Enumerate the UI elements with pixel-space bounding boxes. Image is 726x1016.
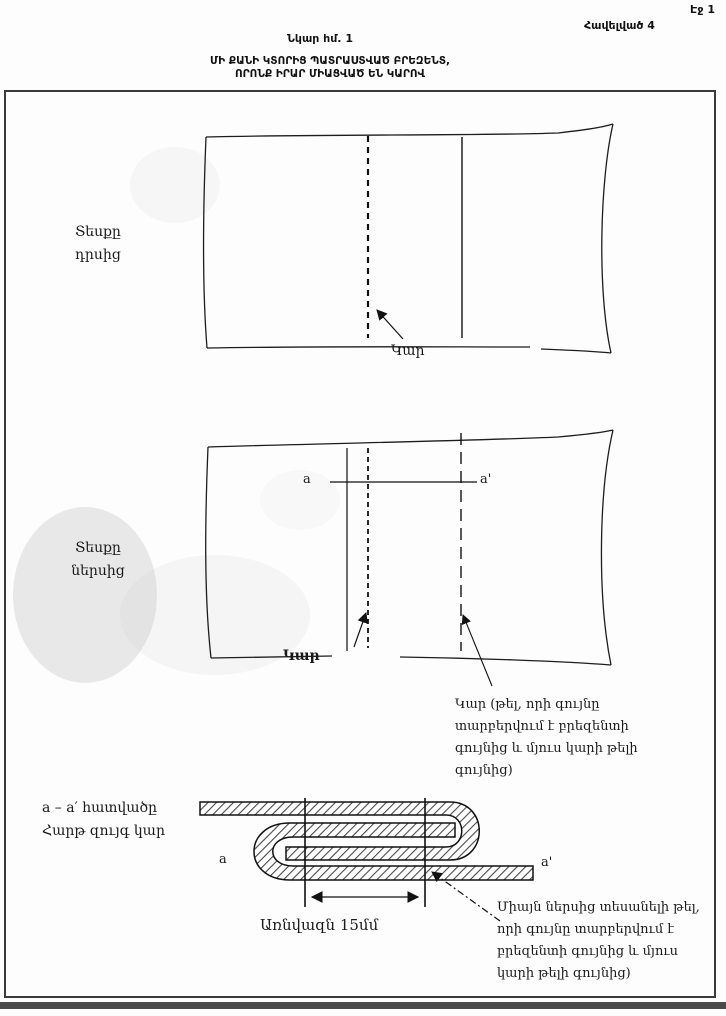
annex-label: Հավելված 4 <box>584 19 655 32</box>
seam-pointer-arrow-inside <box>354 613 366 647</box>
figure-caption: Նկար հմ. 1 <box>287 32 353 45</box>
seam-pointer-arrow-outside <box>377 310 403 339</box>
seam-note-line1: Կար (թել, որի գույնը <box>455 697 600 712</box>
dimension-label-15mm: Առնվազն 15մմ <box>260 916 379 934</box>
seam-note-line4: գույնից) <box>455 763 513 778</box>
view-outside-label-line1: Տեսքը <box>75 224 121 240</box>
thread-note-line2: որի գույնը տարբերվում է <box>497 922 675 937</box>
panel-outline-outside <box>204 124 614 353</box>
document-title-line2: ՈՐՈՆՔ ԻՐԱՐ ՄԻԱՑՎԱԾ ԵՆ ԿԱՐՈՎ <box>234 68 426 80</box>
marker-a-prime-inside: a' <box>480 472 492 487</box>
seam-label-outside: Կար <box>391 343 425 359</box>
section-label-line2: Հարթ զույգ կար <box>42 823 165 839</box>
thread-note-line1: Միայն ներսից տեսանելի թել, <box>497 900 700 915</box>
marker-a-prime-section: a' <box>541 855 553 870</box>
seam-note-line3: գույնից և մյուս կարի թելի <box>455 741 638 756</box>
section-cross-section <box>200 802 533 880</box>
view-inside-label-line1: Տեսքը <box>75 540 121 556</box>
view-inside-label-line2: ներսից <box>71 563 125 579</box>
marker-a-section: a <box>219 852 227 867</box>
page-number: Էջ 1 <box>690 3 715 16</box>
view-outside-label-line2: դրսից <box>75 247 121 263</box>
thread-pointer-arrow-inside <box>463 615 492 686</box>
seam-note-line2: տարբերվում է բրեզենտի <box>455 719 629 734</box>
seam-label-inside: Կար <box>283 648 320 664</box>
thread-note-line3: բրեզենտի գույնից և մյուս <box>497 944 679 959</box>
marker-a-inside: a <box>303 472 311 487</box>
section-label-line1: a – a′ հատվածը <box>42 800 158 816</box>
document-title-line1: ՄԻ ՔԱՆԻ ԿՏՈՐԻՑ ՊԱՏՐԱՍՏՎԱԾ ԲՐԵԶԵՆՏ, <box>209 55 451 67</box>
thread-note-line4: կարի թելի գույնից) <box>497 966 631 981</box>
